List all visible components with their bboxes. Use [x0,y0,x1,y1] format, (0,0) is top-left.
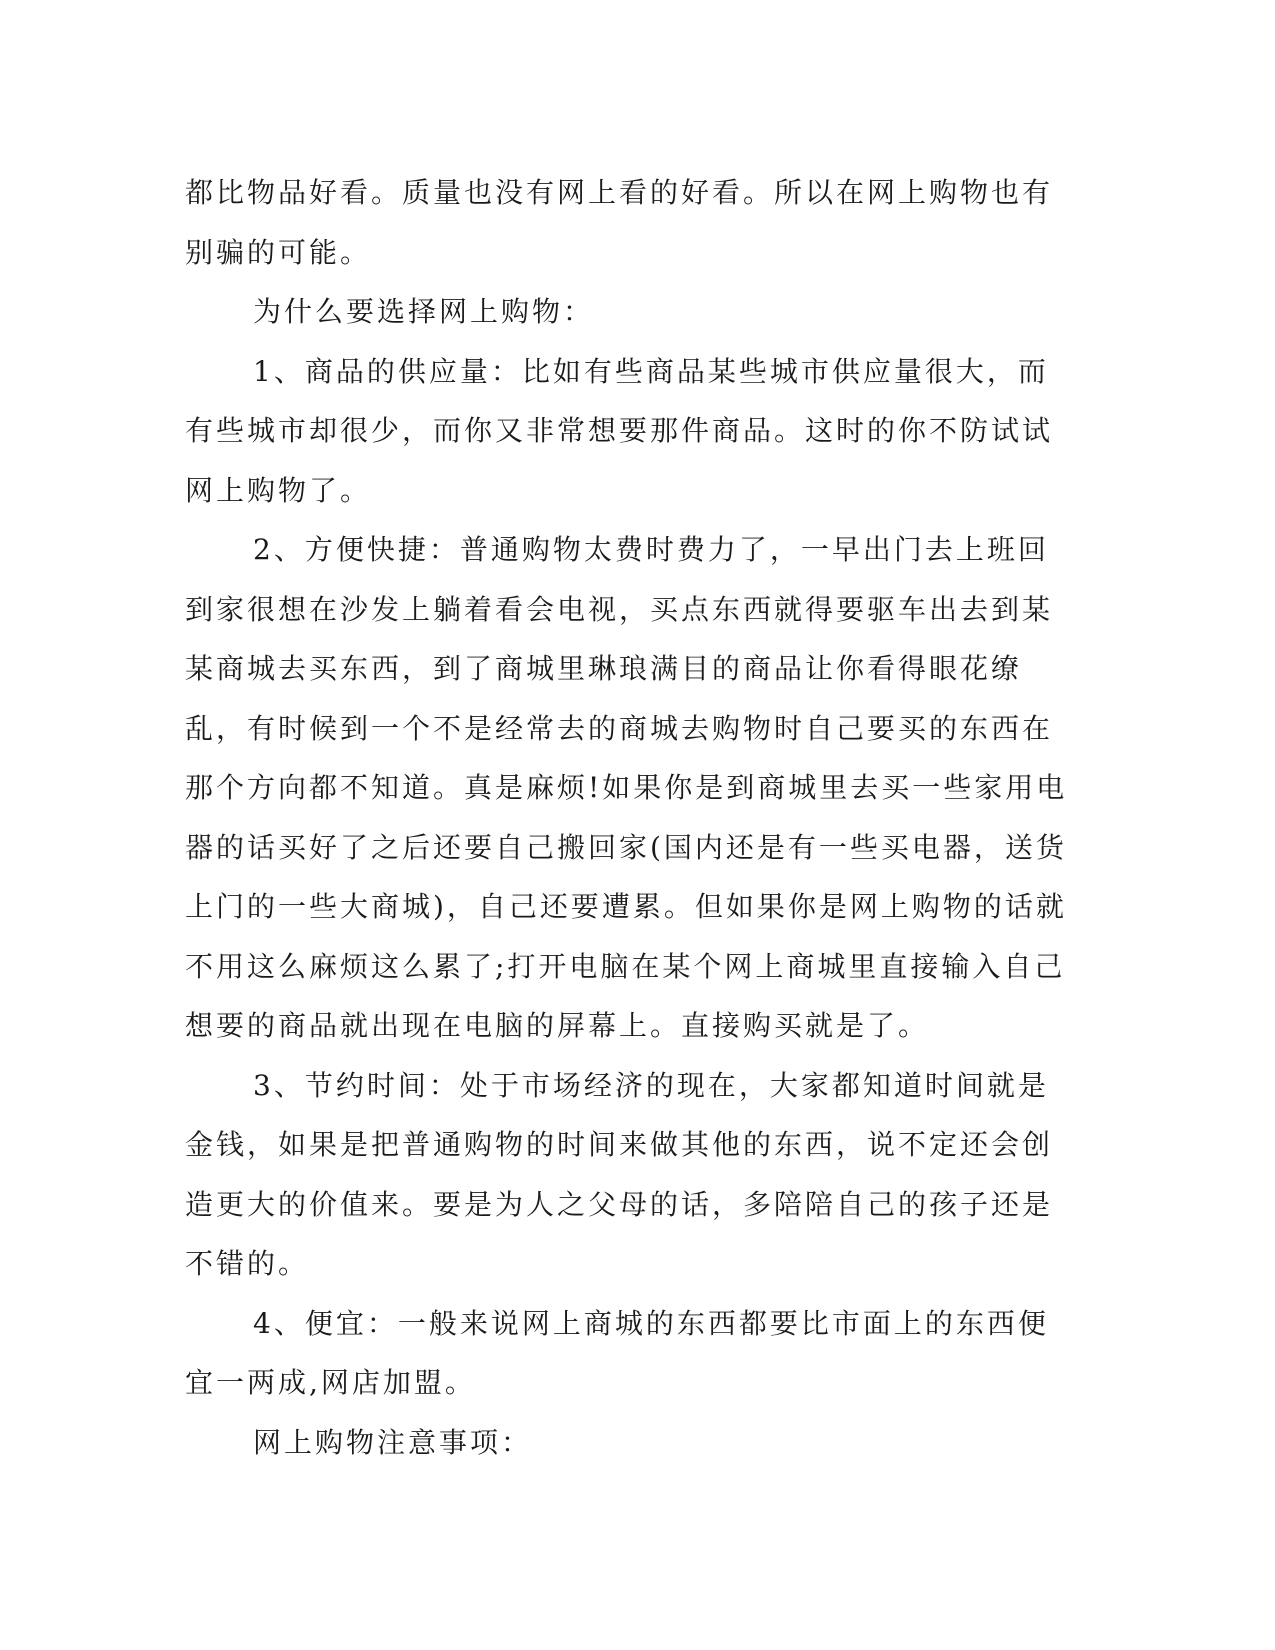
paragraph-cheap: 4、便宜：一般来说网上商城的东西都要比市面上的东西便宜一两成,网店加盟。 [185,1306,1049,1399]
document-body [185,163,1075,1472]
section-heading-why-online-shopping: 为什么要选择网上购物： [253,295,595,328]
paragraph-continuation: 都比物品好看。质量也没有网上看的好看。所以在网上购物也有别骗的可能。 [185,176,1054,269]
paragraph-convenience: 2、方便快捷：普通购物太费时费力了，一早出门去上班回到家很想在沙发上躺着看会电视，买点东西就得要驱车出去到某某商城去买东西，到了商城里琳琅满目的商品让你看得眼花缭乱，有时候到一个不是经常去的商城去购物时自己要买的东西在那个方向都不知道。真是麻烦!如果你是到商城里去买一些家用电器的话买好了之后还要自己搬回家(国内还是有一些买电器，送货上门的一些大商城)，自己还要遭累。但如果你是网上购物的话就不用这么麻烦这么累了;打开电脑在某个网上商城里直接输入自己想要的商品就出现在电脑的屏幕上。直接购买就是了。 [185,533,1068,1042]
paragraph-save-time: 3、节约时间：处于市场经济的现在，大家都知道时间就是金钱，如果是把普通购物的时间来做其他的东西，说不定还会创造更大的价值来。要是为人之父母的话，多陪陪自己的孩子还是不错的。 [185,1068,1054,1280]
section-heading-precautions: 网上购物注意事项： [253,1425,533,1459]
paragraph-supply: 1、商品的供应量：比如有些商品某些城市供应量很大，而有些城市却很少，而你又非常想要那件商品。这时的你不防试试网上购物了。 [185,354,1054,507]
